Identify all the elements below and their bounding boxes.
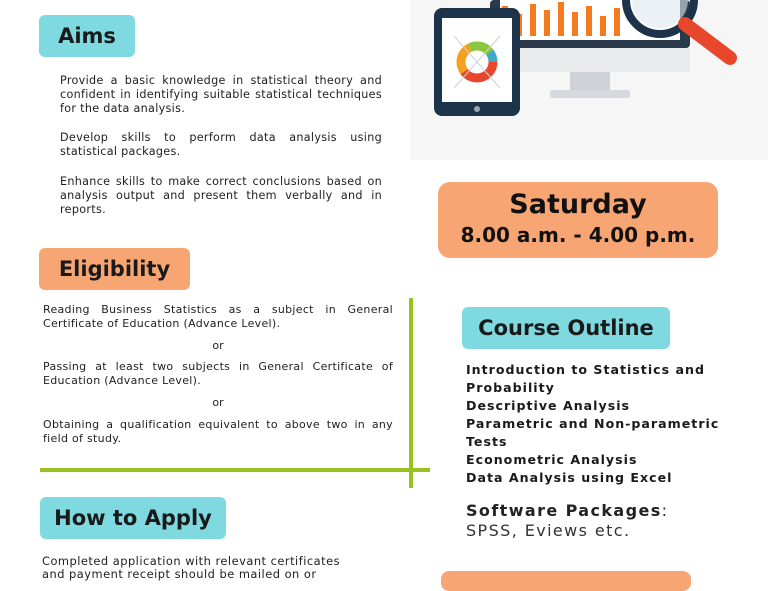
how-to-apply-heading [40,497,226,539]
or-separator: or [212,339,224,352]
eligibility-heading [39,248,190,290]
software-label: Software Packages [466,501,662,520]
how-to-apply-line: Completed application with relevant certificates [42,554,341,568]
aims-item: Provide a basic knowledge in statistical theory and confident in identifying suitable statistical techniques for the data analysis. [60,74,382,115]
aims-item: Develop skills to perform data analysis using statistical packages. [60,131,382,158]
schedule-day: Saturday [509,189,647,220]
software-colon: : [661,501,669,520]
or-separator: or [212,396,224,409]
aims-heading [39,15,135,57]
divider-horizontal [40,468,430,472]
list-item: Econometric Analysis [466,452,638,467]
monitor-tablet-chart-icon [410,0,768,160]
schedule-time: 8.00 a.m. - 4.00 p.m. [460,223,696,247]
course-outline-title: Course Outline [478,316,654,340]
course-outline-list [466,361,731,487]
software-packages [466,501,726,541]
list-item: Parametric and Non-parametric Tests [466,416,720,449]
course-outline-heading [462,307,670,349]
software-list: SPSS, Eviews etc. [466,521,631,540]
eligibility-criterion: Obtaining a qualification equivalent to above two in any field of study. [43,418,393,445]
eligibility-title: Eligibility [58,257,171,281]
divider-vertical [409,298,413,488]
aims-title: Aims [58,24,116,48]
eligibility-criterion: Passing at least two subjects in General Certificate of Education (Advance Level). [43,360,393,387]
partial-orange-tab [441,571,691,591]
analytics-illustration [410,0,768,160]
list-item: Descriptive Analysis [466,398,631,413]
list-item: Data Analysis using Excel [466,470,673,485]
schedule-badge [438,182,718,258]
how-to-apply-line: and payment receipt should be mailed on or [42,567,317,581]
eligibility-criterion: Reading Business Statistics as a subject in General Certificate of Education (Advance Level). [43,303,393,330]
how-to-apply-title: How to Apply [54,506,212,530]
list-item: Introduction to Statistics and Probability [466,362,705,395]
aims-item: Enhance skills to make correct conclusions based on analysis output and present them verbally and in reports. [60,175,382,216]
how-to-apply-text [42,555,393,581]
